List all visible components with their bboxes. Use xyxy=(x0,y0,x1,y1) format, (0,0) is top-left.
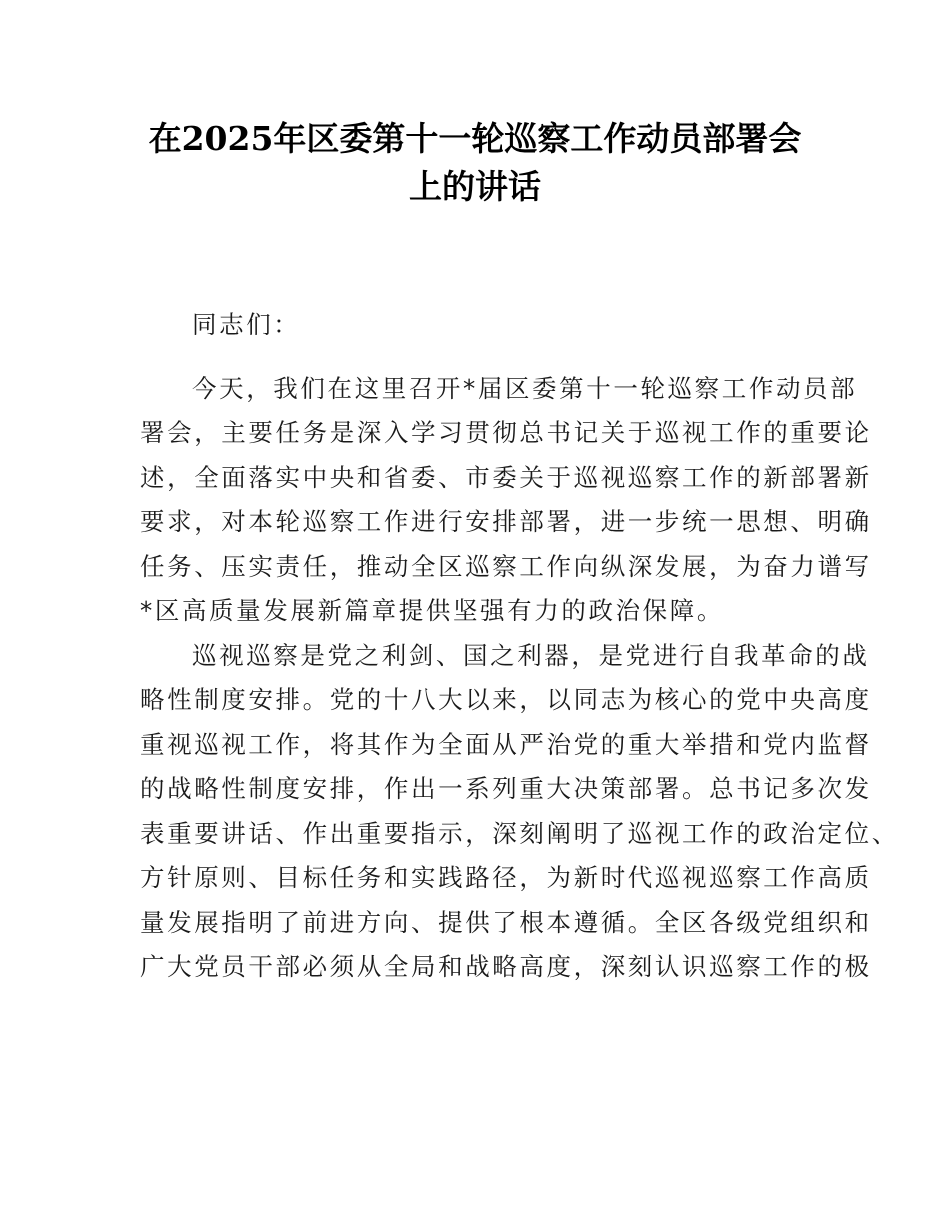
paragraph-line: 量发展指明了前进方向、提供了根本遵循。全区各级党组织和 xyxy=(140,907,872,937)
document-title xyxy=(0,115,950,211)
document-body xyxy=(140,303,899,990)
paragraph-1 xyxy=(140,367,872,634)
paragraph-line: 巡视巡察是党之利剑、国之利器，是党进行自我革命的战 xyxy=(192,640,870,670)
paragraph-2 xyxy=(140,634,899,990)
salutation: 同志们： xyxy=(192,310,301,339)
paragraph-line: 方针原则、目标任务和实践路径，为新时代巡视巡察工作高质 xyxy=(140,863,872,892)
paragraph-line: 今天，我们在这里召开*届区委第十一轮巡察工作动员部 xyxy=(192,373,858,403)
title-line-1: 在2025年区委第十一轮巡察工作动员部署会 xyxy=(148,119,802,158)
paragraph-line: 的战略性制度安排，作出一系列重大决策部署。总书记多次发 xyxy=(140,774,872,803)
paragraph-line: 重视巡视工作，将其作为全面从严治党的重大举措和党内监督 xyxy=(140,729,872,759)
title-line-2: 上的讲话 xyxy=(409,167,541,206)
paragraph-gap xyxy=(140,348,812,367)
paragraph-line: 署会，主要任务是深入学习贯彻总书记关于巡视工作的重要论 xyxy=(140,418,872,447)
paragraph-line: 略性制度安排。党的十八大以来，以同志为核心的党中央高度 xyxy=(140,685,872,714)
paragraph-line: *区高质量发展新篇章提供坚强有力的政治保障。 xyxy=(140,596,724,625)
paragraph-line: 表重要讲话、作出重要指示，深刻阐明了巡视工作的政治定位、 xyxy=(140,818,899,848)
paragraph-line: 述，全面落实中央和省委、市委关于巡视巡察工作的新部署新 xyxy=(140,462,872,492)
paragraph-line: 任务、压实责任，推动全区巡察工作向纵深发展，为奋力谱写 xyxy=(140,551,872,581)
paragraph-line: 要求，对本轮巡察工作进行安排部署，进一步统一思想、明确 xyxy=(140,507,872,536)
paragraph-line: 广大党员干部必须从全局和战略高度，深刻认识巡察工作的极 xyxy=(140,952,872,981)
